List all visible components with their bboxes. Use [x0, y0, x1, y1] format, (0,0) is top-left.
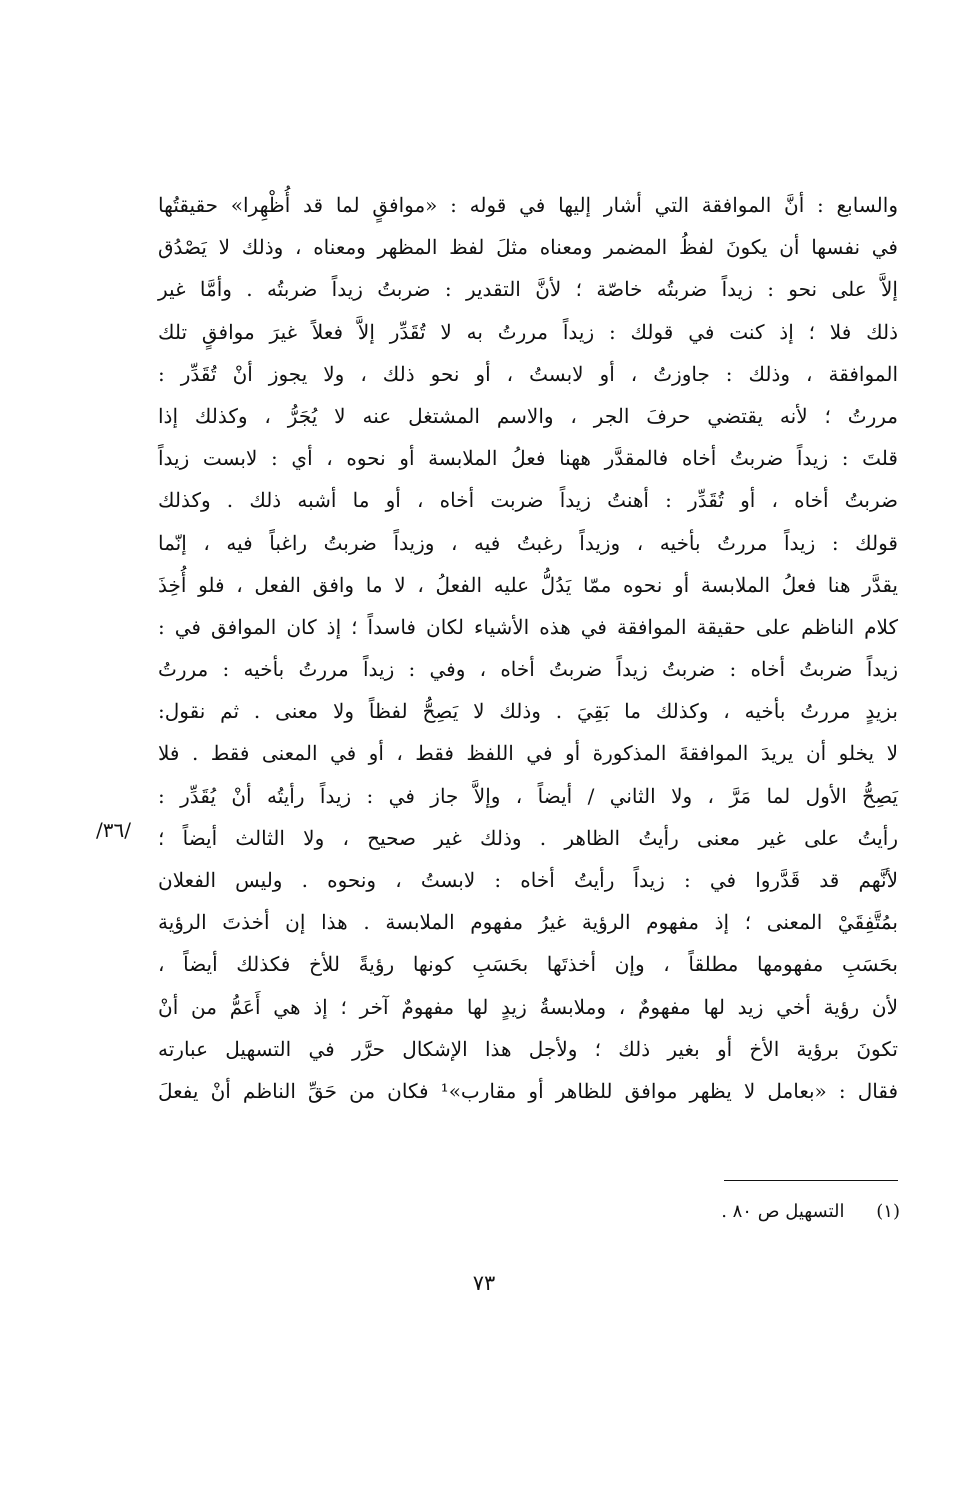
- text-line: زيداً ضربتُ أخاه : ضربتُ زيداً ضربتُ أخاه ، وفي : زيداً مررتُ بأخيه : مررتُ: [158, 657, 898, 682]
- footnote-marker: (١): [876, 1201, 900, 1222]
- text-line: كلام الناظم على حقيقة الموافقة في هذه الأشياء لكان فاسداً ؛ إذ كان الموافق في :: [158, 614, 898, 639]
- text-line: الموافقة ، وذلك : جاوزتُ ، أو لابستُ ، أو نحو ذلك ، ولا يجوز أنْ تُقَدِّر :: [158, 361, 898, 386]
- text-line: لأن رؤية أخي زيد لها مفهومٌ ، وملابسةُ زيدٍ لها مفهومٌ آخر ؛ إذ هي أَعَمُّ من أنْ: [158, 994, 898, 1019]
- text-line: يَصِحُّ الأول لما مَرَّ ، ولا الثاني / أيضاً ، وإلاَّ جاز في : زيداً رأيتُه أنْ يُقَدِّر :: [158, 783, 898, 808]
- footnote-text: التسهيل ص ٨٠ .: [721, 1201, 845, 1222]
- text-line: بحَسَبِ مفهومها مطلقاً ، وإن أخذتَها بحَسَبِ كونها رؤيةً للأخ فكذلك أيضاً ،: [158, 952, 898, 977]
- text-line: يقدَّر هنا فعلُ الملابسة أو نحوه ممّا يَدُلُّ عليه الفعلُ ، لا ما وافق الفعل ، فلو أُخِذَ: [158, 572, 898, 597]
- manuscript-folio-marker: /٣٦/: [96, 818, 131, 842]
- text-line: في نفسها أن يكونَ لفظُ المضمر ومعناه مثلَ لفظ المظهر ومعناه ، وذلك لا يَصْدُق: [158, 235, 898, 260]
- text-line: لا يخلو أن يريدَ الموافقةَ المذكورة أو في اللفظ فقط ، أو في المعنى فقط . فلا: [158, 741, 898, 766]
- text-line: لأنَّهم قد قَدَّروا في : زيداً رأيتُ أخاه : لابستُ ، ونحوه . وليس الفعلان: [158, 868, 898, 892]
- page-number: ٧٣: [472, 1271, 496, 1295]
- text-line: رأيتُ على غير معنى رأيتُ الظاهر . وذلك غير صحيح ، ولا الثالث أيضاً ؛: [158, 825, 898, 850]
- footnote: [721, 1198, 900, 1226]
- text-line: قولك : زيداً مررتُ بأخيه ، وزيداً رغبتُ فيه ، وزيداً ضربتُ راغباً فيه ، إنّما: [158, 530, 898, 555]
- text-line: فقال : «بعامل لا يظهر موافق للظاهر أو مقارب»¹ فكان من حَقِّ الناظم أنْ يفعلَ: [158, 1078, 898, 1103]
- text-line: قلتَ : زيداً ضربتُ أخاه فالمقدَّر ههنا فعلُ الملابسة أو نحوه ، أي : لابست زيداً: [158, 446, 898, 471]
- body-text: [158, 184, 898, 1112]
- text-line: مررتُ ؛ لأنه يقتضي حرفَ الجر ، والاسم المشتغل عنه لا يُجَرُّ ، وكذلك إذا: [158, 403, 898, 428]
- text-line: تكونَ برؤية الأخ أو بغير ذلك ؛ ولأجل هذا الإشكال حرَّر في التسهيل عبارته: [158, 1036, 899, 1061]
- text-line: إلاَّ على نحو : زيداً ضربتُه خاصّة ؛ لأنَّ التقدير : ضربتُ زيداً ضربتُه . وأمَّا غير: [158, 277, 898, 302]
- text-line: ضربتُ أخاه ، أو تُقَدِّر : أهنتُ زيداً ضربت أخاه ، أو ما أشبه ذلك . وكذلك: [158, 488, 898, 513]
- text-line: بمُتَّفِقَيْ المعنى ؛ إذ مفهوم الرؤية غيرُ مفهوم الملابسة . هذا إن أخذتَ الرؤية: [158, 910, 898, 935]
- text-line: بزيدٍ مررتُ بأخيه ، وكذلك ما بَقِيَ . وذلك لا يَصِحُّ لفظاً ولا معنى . ثم نقول:: [158, 699, 898, 724]
- text-line: والسابع : أنَّ الموافقة التي أشار إليها في قوله : «موافقٍ لما قد أُظْهِرا» حقيقتُها: [158, 193, 898, 217]
- footnote-divider: [724, 1180, 898, 1181]
- text-line: ذلك فلا ؛ إذ كنت في قولك : زيداً مررتُ به لا تُقَدِّر إلاَّ فعلاً غيرَ موافقٍ تلك: [158, 319, 898, 344]
